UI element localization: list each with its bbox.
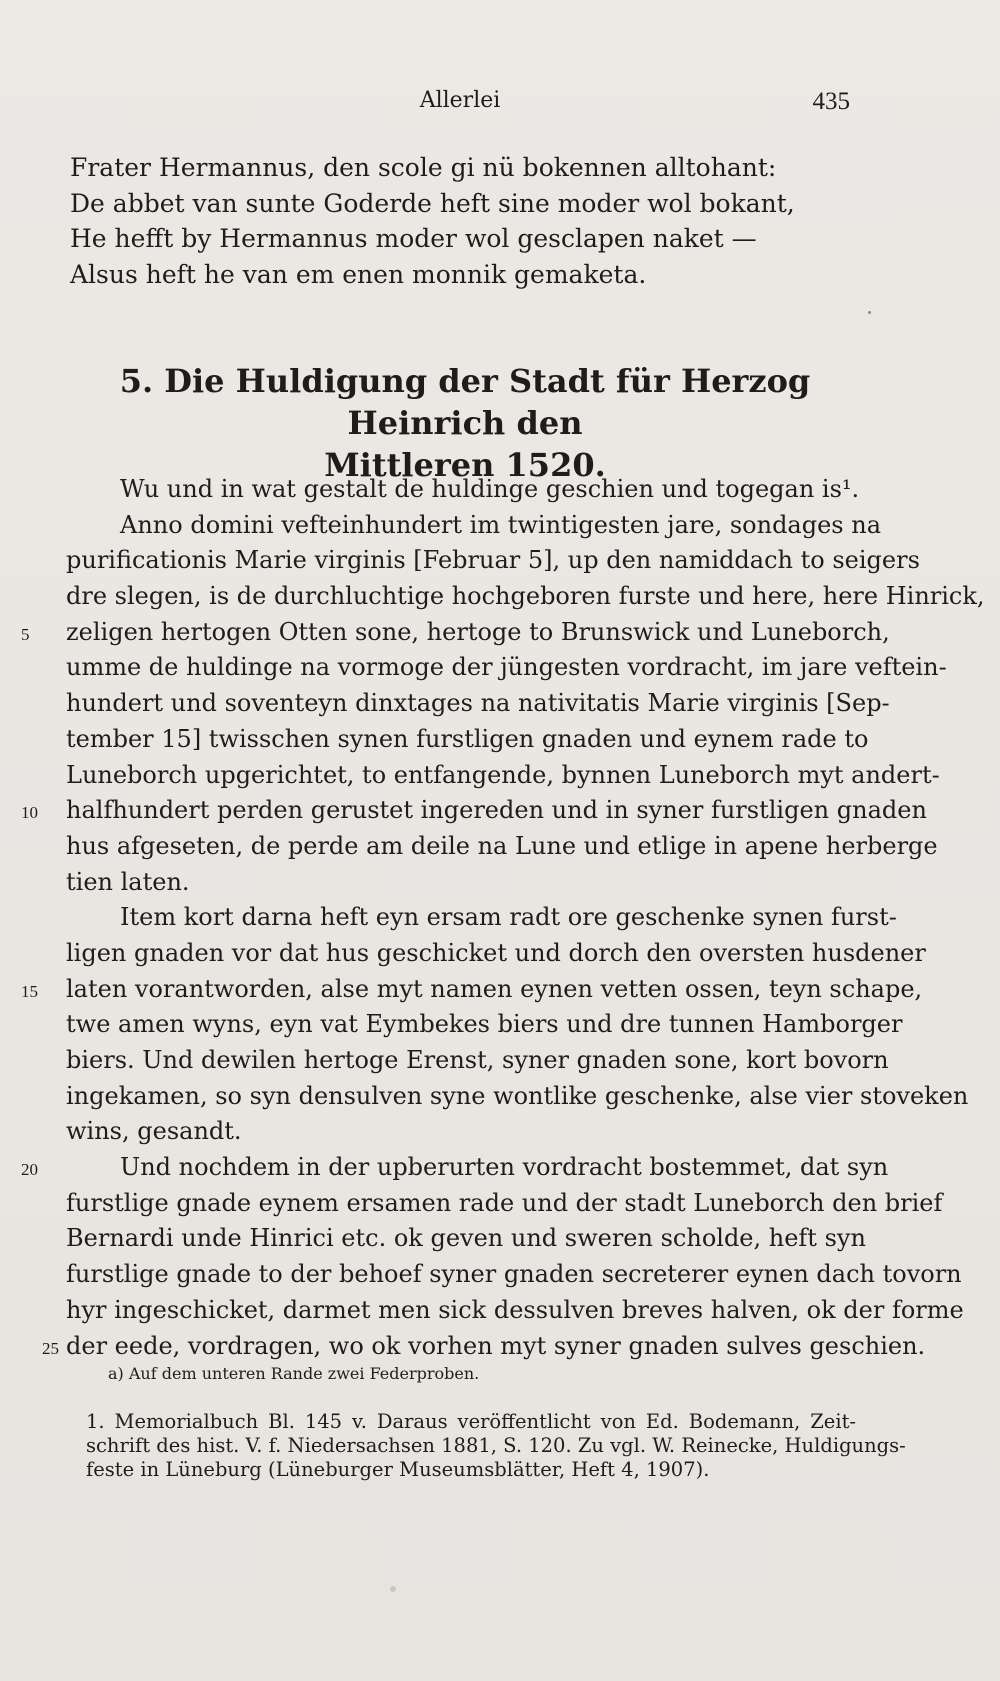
verse-line: Alsus heft he van em enen monnik gemaketa. bbox=[70, 259, 647, 289]
body-line-text: dre slegen, is de durchluchtige hochgeboren furste und here, here Hinrick, bbox=[66, 582, 985, 611]
body-line-text: Wu und in wat gestalt de huldinge geschien und togegan is¹. bbox=[120, 475, 860, 503]
page-number: 435 bbox=[812, 88, 850, 115]
body-text bbox=[21, 472, 985, 1364]
body-line-text: tien laten. bbox=[66, 867, 190, 896]
body-line bbox=[21, 972, 923, 1008]
body-line bbox=[42, 1329, 926, 1365]
line-number: 25 bbox=[42, 1338, 59, 1358]
body-line-text: halfhundert perden gerustet ingereden und in syner furstligen gnaden bbox=[66, 796, 927, 825]
body-line bbox=[21, 615, 890, 651]
body-line bbox=[66, 579, 985, 615]
body-line bbox=[66, 472, 860, 508]
verse-line: He hefft by Hermannus moder wol gesclapen naket — bbox=[70, 224, 757, 253]
body-line-text: purificationis Marie virginis [Februar 5], up den namiddach to seigers bbox=[66, 546, 920, 575]
body-line-text: Bernardi unde Hinrici etc. ok geven und sweren scholde, heft syn bbox=[66, 1224, 866, 1253]
paper-speck bbox=[390, 1586, 396, 1592]
body-line bbox=[21, 1150, 889, 1186]
body-line bbox=[66, 758, 940, 794]
body-line bbox=[66, 1293, 964, 1329]
body-line-text: der eede, vordragen, wo ok vorhen myt syner gnaden sulves geschien. bbox=[66, 1331, 926, 1360]
body-line-text: laten vorantworden, alse myt namen eynen vetten ossen, teyn schape, bbox=[66, 974, 923, 1003]
body-line-text: furstlige gnade eynem ersamen rade und der stadt Luneborch den brief bbox=[66, 1188, 943, 1217]
verse-line: De abbet van sunte Goderde heft sine moder wol bokant, bbox=[70, 188, 795, 218]
body-line bbox=[66, 865, 856, 901]
textual-note: a) Auf dem unteren Rande zwei Federproben. bbox=[108, 1364, 480, 1383]
body-line bbox=[66, 1257, 962, 1293]
body-line-text: zeligen hertogen Otten sone, hertoge to Brunswick und Luneborch, bbox=[66, 617, 890, 646]
body-line-text: umme de huldinge na vormoge der jüngesten vordracht, im jare veftein- bbox=[66, 653, 947, 682]
line-number: 10 bbox=[21, 803, 38, 823]
body-line bbox=[66, 1007, 903, 1043]
body-line-text: wins, gesandt. bbox=[66, 1117, 242, 1146]
running-head: Allerlei bbox=[419, 88, 501, 113]
footnote-line: 1. Memorialbuch Bl. 145 v. Daraus veröffentlicht von Ed. Bodemann, Zeit- bbox=[86, 1410, 856, 1433]
body-line-text: hundert und soventeyn dinxtages na nativitatis Marie virginis [Sep- bbox=[66, 689, 890, 718]
section-title bbox=[70, 360, 860, 486]
body-line bbox=[66, 1221, 866, 1257]
body-line bbox=[66, 650, 947, 686]
body-line bbox=[66, 722, 869, 758]
body-line-text: Und nochdem in der upberurten vordracht bostemmet, dat syn bbox=[120, 1153, 889, 1182]
footnote bbox=[86, 1410, 906, 1482]
verse-line: Frater Hermannus, den scole gi nü bokennen alltohant: bbox=[70, 153, 777, 182]
body-line bbox=[66, 1186, 943, 1222]
body-line-text: tember 15] twisschen synen furstligen gnaden und eynem rade to bbox=[66, 724, 869, 753]
body-line-text: hus afgeseten, de perde am deile na Lune und etlige in apene herberge bbox=[66, 831, 938, 860]
section-title-line: Mittleren 1520. bbox=[324, 446, 606, 484]
line-number: 5 bbox=[21, 624, 30, 644]
body-line-text: Luneborch upgerichtet, to entfangende, bynnen Luneborch myt andert- bbox=[66, 760, 940, 789]
body-line-text: ingekamen, so syn densulven syne wontlike geschenke, alse vier stoveken bbox=[66, 1081, 969, 1110]
body-line bbox=[66, 686, 890, 722]
body-line-text: twe amen wyns, eyn vat Eymbekes biers und dre tunnen Hamborger bbox=[66, 1010, 903, 1039]
body-line-text: Anno domini vefteinhundert im twintigesten jare, sondages na bbox=[120, 510, 882, 539]
footnote-line: schrift des hist. V. f. Niedersachsen 1881, S. 120. Zu vgl. W. Reinecke, Huldigungs- bbox=[86, 1434, 906, 1457]
section-title-line: 5. Die Huldigung der Stadt für Herzog Heinrich den bbox=[119, 362, 811, 442]
page-header bbox=[70, 88, 850, 122]
body-line-text: biers. Und dewilen hertoge Erenst, syner gnaden sone, kort bovorn bbox=[66, 1046, 889, 1074]
body-line bbox=[66, 900, 897, 936]
body-line bbox=[21, 793, 927, 829]
body-line bbox=[66, 1114, 856, 1150]
line-number: 20 bbox=[21, 1160, 38, 1180]
body-line-text: furstlige gnade to der behoef syner gnaden secreterer eynen dach tovorn bbox=[66, 1260, 962, 1289]
body-line bbox=[66, 1079, 969, 1115]
footnote-line: feste in Lüneburg (Lüneburger Museumsblätter, Heft 4, 1907). bbox=[86, 1458, 710, 1481]
body-line bbox=[66, 936, 926, 972]
paper-speck bbox=[868, 311, 871, 314]
body-line-text: Item kort darna heft eyn ersam radt ore geschenke synen furst- bbox=[120, 903, 897, 932]
line-number: 15 bbox=[21, 981, 38, 1001]
verse-block bbox=[70, 150, 850, 292]
body-line bbox=[66, 543, 920, 579]
body-line-text: ligen gnaden vor dat hus geschicket und dorch den oversten husdener bbox=[66, 938, 926, 967]
body-line-text: hyr ingeschicket, darmet men sick dessulven breves halven, ok der forme bbox=[66, 1295, 964, 1324]
body-line bbox=[66, 508, 882, 544]
body-line bbox=[66, 1043, 889, 1079]
body-line bbox=[66, 829, 938, 865]
